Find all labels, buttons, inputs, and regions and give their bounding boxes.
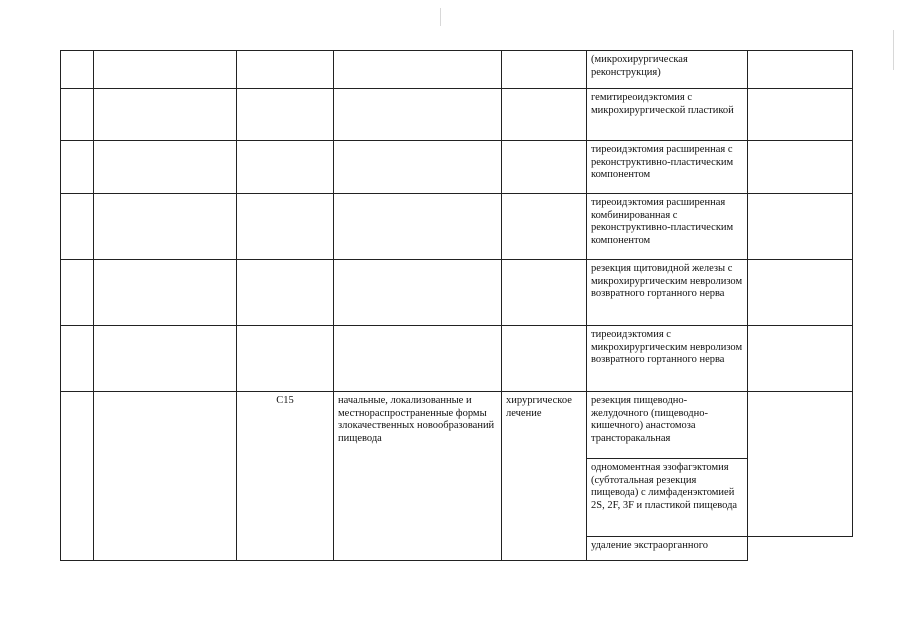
cell-number <box>61 392 94 561</box>
cell-type <box>502 51 587 89</box>
cell-profile <box>94 51 237 89</box>
cell-number <box>61 89 94 141</box>
cell-type <box>502 326 587 392</box>
table-row <box>61 260 853 326</box>
table-row <box>61 89 853 141</box>
cell-norm <box>748 260 853 326</box>
cell-number <box>61 326 94 392</box>
cell-type <box>502 260 587 326</box>
cell-norm <box>748 141 853 194</box>
cell-norm <box>748 194 853 260</box>
cell-profile <box>94 89 237 141</box>
cell-treatment: одномоментная эзофагэктомия (субтотальная резекция пищевода) с лимфаденэктомией 2S, 2F, 3F и пластикой пищевода <box>587 459 748 537</box>
cell-model <box>334 141 502 194</box>
cell-type: хирургическое лечение <box>502 392 587 561</box>
medical-care-table <box>60 50 853 561</box>
cell-treatment: гемитиреоидэктомия с микрохирургической пластикой <box>587 89 748 141</box>
cell-treatment: тиреоидэктомия расширенная с реконструктивно-пластическим компонентом <box>587 141 748 194</box>
table-row <box>61 141 853 194</box>
cell-code <box>237 51 334 89</box>
cell-model: начальные, локализованные и местнораспространенные формы злокачественных новообразований пищевода <box>334 392 502 561</box>
table-row <box>61 51 853 89</box>
cell-code <box>237 89 334 141</box>
cell-number <box>61 260 94 326</box>
cell-profile <box>94 260 237 326</box>
cell-treatment: удаление экстраорганного <box>587 537 748 561</box>
cell-model <box>334 194 502 260</box>
scan-mark <box>893 30 894 70</box>
table-row <box>61 392 853 459</box>
scan-mark <box>440 8 441 26</box>
cell-number <box>61 141 94 194</box>
cell-treatment: тиреоидэктомия расширенная комбинированная с реконструктивно-пластическим компонентом <box>587 194 748 260</box>
cell-model <box>334 51 502 89</box>
cell-code <box>237 260 334 326</box>
cell-model <box>334 89 502 141</box>
cell-treatment: резекция пищеводно-желудочного (пищеводно-кишечного) анастомоза трансторакальная <box>587 392 748 459</box>
cell-treatment: резекция щитовидной железы с микрохирургическим невролизом возвратного гортанного нерва <box>587 260 748 326</box>
cell-type <box>502 89 587 141</box>
cell-profile <box>94 141 237 194</box>
cell-code <box>237 194 334 260</box>
cell-norm <box>748 537 853 561</box>
cell-number <box>61 194 94 260</box>
cell-profile <box>94 326 237 392</box>
cell-treatment: тиреоидэктомия с микрохирургическим невролизом возвратного гортанного нерва <box>587 326 748 392</box>
cell-profile <box>94 392 237 561</box>
cell-code: C15 <box>237 392 334 561</box>
cell-code <box>237 141 334 194</box>
cell-norm <box>748 326 853 392</box>
cell-norm <box>748 51 853 89</box>
cell-number <box>61 51 94 89</box>
cell-type <box>502 194 587 260</box>
cell-treatment: (микрохирургическая реконструкция) <box>587 51 748 89</box>
cell-model <box>334 260 502 326</box>
cell-type <box>502 141 587 194</box>
cell-code <box>237 326 334 392</box>
cell-norm <box>748 89 853 141</box>
table-row <box>61 194 853 260</box>
cell-profile <box>94 194 237 260</box>
cell-norm <box>748 392 853 537</box>
table-row <box>61 326 853 392</box>
cell-model <box>334 326 502 392</box>
